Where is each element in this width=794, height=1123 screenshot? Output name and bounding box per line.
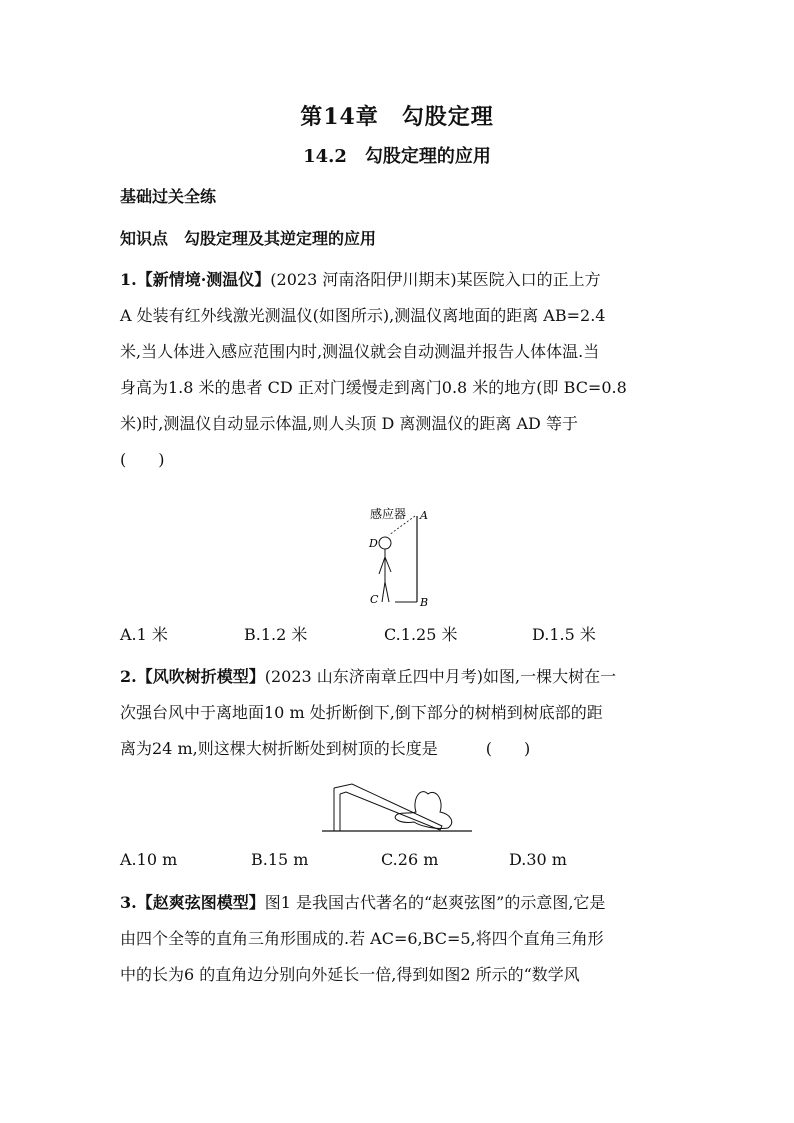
person-head bbox=[379, 537, 391, 549]
section-title: 14.2 勾股定理的应用 bbox=[303, 146, 491, 167]
question-1 bbox=[120, 262, 680, 478]
option-a: A.10 m bbox=[120, 850, 178, 869]
question-2 bbox=[120, 659, 680, 767]
question-1-line: A 处装有红外线激光测温仪(如图所示),测温仪离地面的距离 AB=2.4 bbox=[120, 306, 606, 325]
person-arm bbox=[385, 557, 391, 572]
question-2-lead: 2.【风吹树折模型】 bbox=[120, 667, 265, 686]
chapter-title: 第14章 勾股定理 bbox=[300, 104, 494, 130]
person-leg bbox=[385, 582, 389, 602]
question-2-options bbox=[120, 850, 680, 874]
label-a: A bbox=[420, 509, 428, 522]
person-leg bbox=[382, 582, 385, 602]
question-3 bbox=[120, 885, 680, 993]
question-2-line: 次强台风中于离地面10 m 处折断倒下,倒下部分的树梢到树底部的距 bbox=[120, 703, 603, 722]
label-c: C bbox=[370, 593, 379, 606]
question-1-line: 身高为1.8 米的患者 CD 正对门缓慢走到离门0.8 米的地方(即 BC=0.8 bbox=[120, 378, 627, 397]
thermometer-figure bbox=[360, 502, 460, 610]
fallen-trunk bbox=[334, 784, 442, 830]
option-d: D.1.5 米 bbox=[532, 625, 596, 644]
question-3-line: 由四个全等的直角三角形围成的.若 AC=6,BC=5,将四个直角三角形 bbox=[120, 929, 604, 948]
basic-heading: 基础过关全练 bbox=[120, 187, 217, 206]
option-b: B.15 m bbox=[251, 850, 309, 869]
label-b: B bbox=[420, 596, 429, 609]
question-1-line: 1.【新情境·测温仪】(2023 河南洛阳伊川期末)某医院入口的正上方 bbox=[120, 270, 601, 289]
question-3-line: 3.【赵爽弦图模型】图1 是我国古代著名的“赵爽弦图”的示意图,它是 bbox=[120, 893, 606, 912]
broken-tree-figure bbox=[320, 782, 475, 834]
question-1-line: ( ) bbox=[120, 450, 165, 469]
question-1-options bbox=[120, 622, 680, 646]
question-1-line: 米)时,测温仪自动显示体温,则人头顶 D 离测温仪的距离 AD 等于 bbox=[120, 414, 578, 433]
sensor-label: 感应器 bbox=[370, 507, 407, 521]
option-b: B.1.2 米 bbox=[244, 625, 308, 644]
question-1-line: 米,当人体进入感应范围内时,测温仪就会自动测温并报告人体体温.当 bbox=[120, 342, 600, 361]
option-d: D.30 m bbox=[509, 850, 567, 869]
question-3-lead: 3.【赵爽弦图模型】 bbox=[120, 893, 265, 912]
question-1-lead: 1.【新情境·测温仪】 bbox=[120, 270, 271, 289]
option-c: C.26 m bbox=[381, 850, 439, 869]
question-2-line: 2.【风吹树折模型】(2023 山东济南章丘四中月考)如图,一棵大树在一 bbox=[120, 667, 617, 686]
question-2-line: 离为24 m,则这棵大树折断处到树顶的长度是 ( ) bbox=[120, 739, 531, 758]
label-d: D bbox=[369, 537, 378, 550]
option-c: C.1.25 米 bbox=[384, 625, 458, 644]
option-a: A.1 米 bbox=[120, 625, 168, 644]
question-3-line: 中的长为6 的直角边分别向外延长一倍,得到如图2 所示的“数学风 bbox=[120, 965, 580, 984]
knowledge-heading: 知识点 勾股定理及其逆定理的应用 bbox=[120, 229, 377, 248]
person-arm bbox=[379, 557, 385, 574]
